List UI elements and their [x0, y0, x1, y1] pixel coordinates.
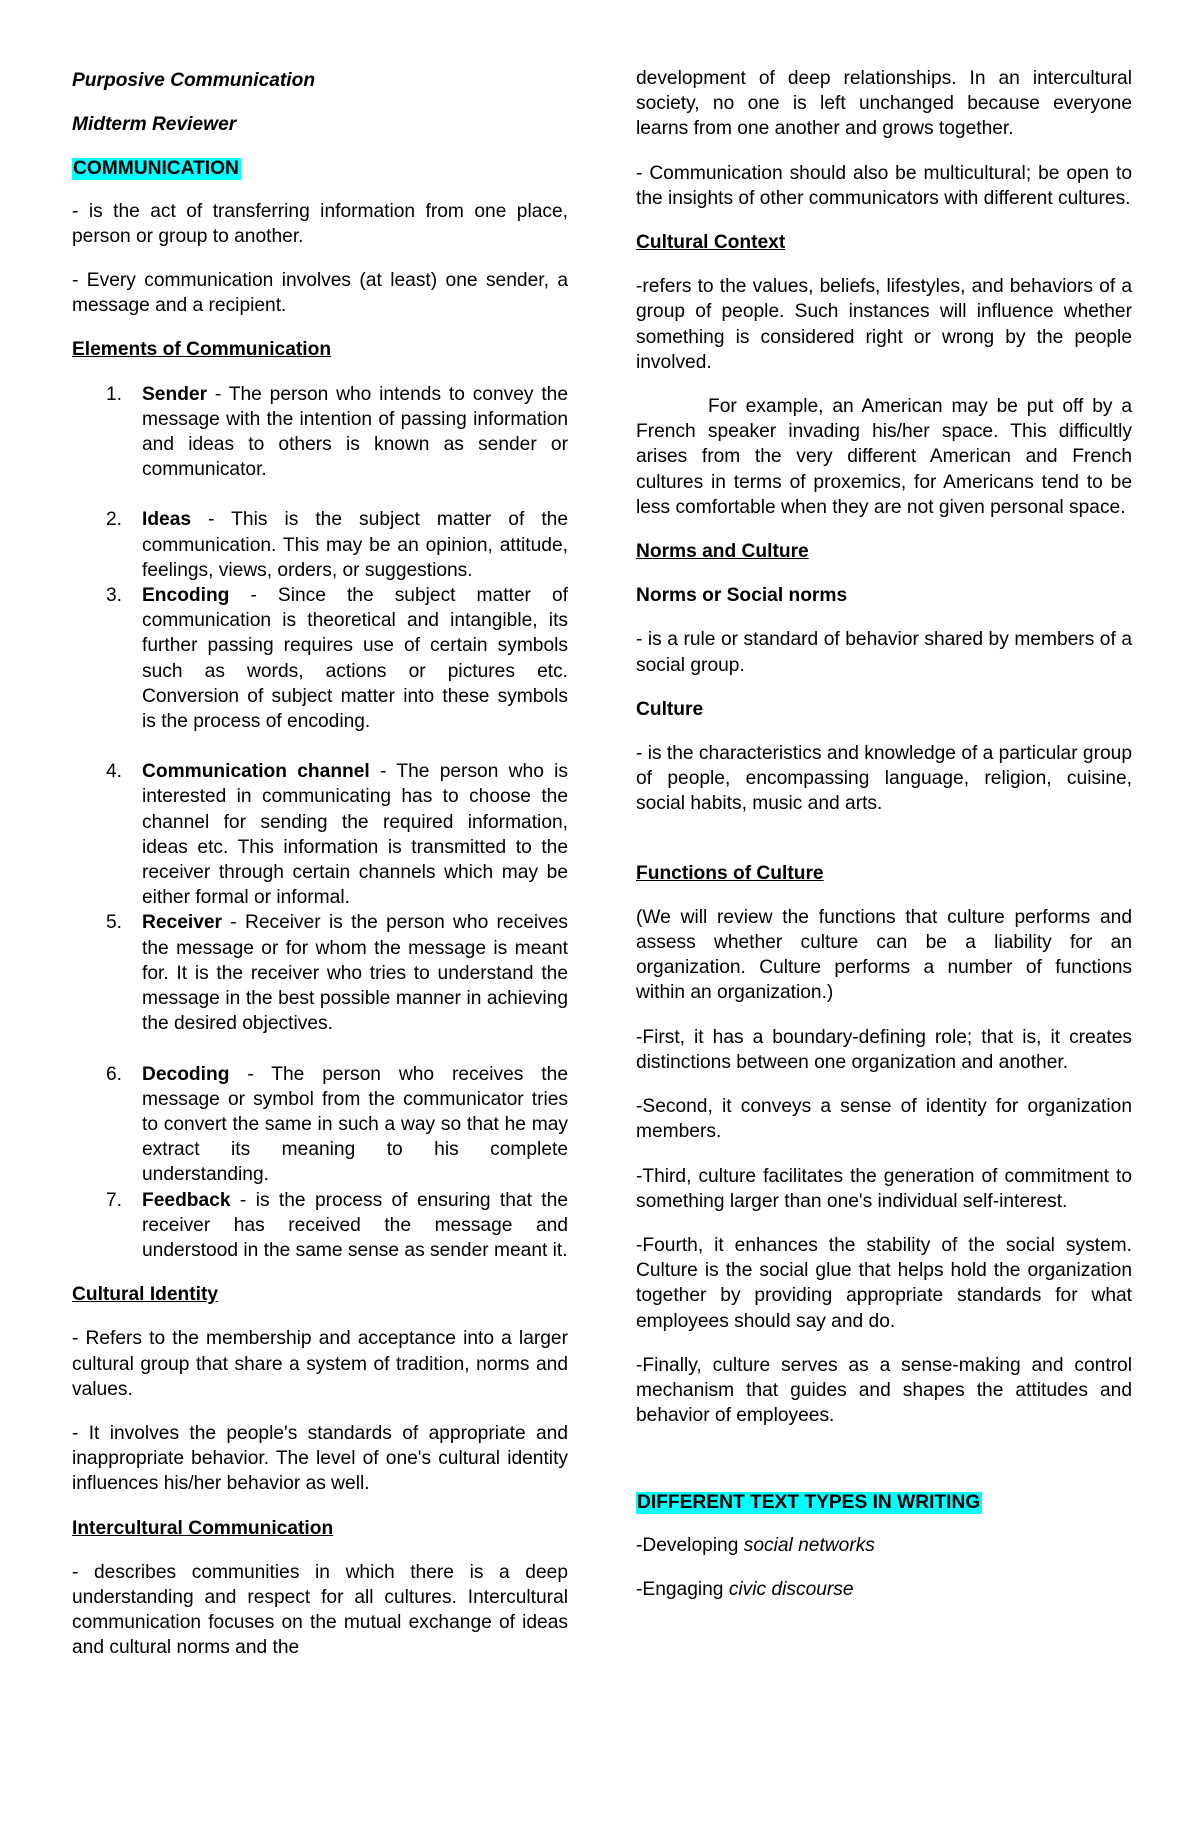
intercultural-p1-part2: development of deep relationships. In an intercultural society, no one is left unchanged because everyone learns from one another and grows together.: [636, 68, 1132, 140]
list-item-term: Sender: [142, 383, 208, 405]
list-item-text: - The person who intends to convey the message with the intention of passing information and ideas to others is known as sender or communicator.: [142, 383, 568, 481]
right-column: [636, 68, 1132, 1621]
text-types-heading: DIFFERENT TEXT TYPES IN WRITING: [637, 1492, 981, 1514]
list-item: 4. Communication channel - The person who is interested in communicating has to choose the channel for sending the required information, ideas etc. This information is transmitted to the receiver through certain channels which may be either formal or informal.: [106, 761, 569, 909]
cultural-context-p1: -refers to the values, beliefs, lifestyles, and behaviors of a group of people. Such instances will influence whether something is considered right or wrong by the people involved.: [636, 276, 1132, 373]
functions-item: -Second, it conveys a sense of identity for organization members.: [636, 1096, 1132, 1143]
intercultural-p2: - Communication should also be multicultural; be open to the insights of other communicators with different cultures.: [636, 162, 1132, 209]
elements-heading: Elements of Communication: [72, 339, 332, 361]
list-item-term: Feedback: [142, 1189, 231, 1211]
document-title: Purposive Communication: [72, 70, 316, 91]
functions-heading: Functions of Culture: [636, 862, 824, 884]
text-types-heading-wrap: [636, 1490, 1132, 1515]
culture-heading: Culture: [636, 698, 704, 720]
norms-definition: - is a rule or standard of behavior shared by members of a social group.: [636, 629, 1132, 676]
list-item: 5. Receiver - Receiver is the person who receives the message or for whom the message is meant for. It is the receiver who tries to understand the message in the best possible manner in achieving the desired objectives.: [106, 912, 568, 1035]
intercultural-heading: Intercultural Communication: [72, 1517, 334, 1539]
communication-elements-note: - Every communication involves (at least) one sender, a message and a recipient.: [72, 270, 568, 317]
norms-culture-heading: Norms and Culture: [636, 541, 809, 563]
list-item-text: - Receiver is the person who receives the message or for whom the message is meant for. It is the receiver who tries to understand the message in the best possible manner in achieving the desired objectives.: [142, 912, 568, 1035]
list-item-term: Receiver: [142, 912, 223, 934]
list-item-term: Encoding: [142, 585, 230, 607]
elements-list: [72, 382, 568, 1264]
list-item: 6. Decoding - The person who receives the message or symbol from the communicator tries to convert the same in such a way so that he may extract its meaning to his complete understanding.: [106, 1063, 568, 1186]
functions-intro: (We will review the functions that culture performs and assess whether culture can be a liability for an organization. Culture performs a number of functions within an organization.): [636, 906, 1132, 1004]
left-column: [72, 68, 568, 1680]
list-item: 1. Sender - The person who intends to convey the message with the intention of passing information and ideas to others is known as sender or communicator.: [106, 383, 568, 481]
functions-item: -First, it has a boundary-defining role; that is, it creates distinctions between one organization and another.: [636, 1026, 1132, 1073]
document-subtitle: Midterm Reviewer: [72, 114, 237, 136]
cultural-identity-p1: - Refers to the membership and acceptance into a larger cultural group that share a system of tradition, norms and values.: [72, 1328, 568, 1400]
communication-heading-wrap: [72, 156, 568, 181]
cultural-identity-p2: - It involves the people's standards of appropriate and inappropriate behavior. The level of one's cultural identity influences his/her behavior as well.: [72, 1422, 568, 1495]
intercultural-p1-part1: - describes communities in which there is a deep understanding and respect for all cultures. Intercultural communication focuses on the mutual exchange of ideas and cultural norms and the: [72, 1561, 568, 1659]
list-item-text: - The person who receives the message or symbol from the communicator tries to convert the same in such a way so that he may extract its meaning to his complete understanding.: [142, 1063, 568, 1186]
functions-item: -Fourth, it enhances the stability of the social system. Culture is the social glue that helps hold the organization together by providing appropriate standards for what employees should say and do.: [636, 1234, 1132, 1332]
culture-definition: - is the characteristics and knowledge of a particular group of people, encompassing language, religion, cuisine, social habits, music and arts.: [636, 743, 1132, 815]
cultural-identity-heading: Cultural Identity: [72, 1284, 219, 1306]
functions-item: -Finally, culture serves as a sense-making and control mechanism that guides and shapes the attitudes and behavior of employees.: [636, 1354, 1132, 1427]
list-item-term: Decoding: [142, 1063, 230, 1085]
list-item-text: - is the process of ensuring that the receiver has received the message and understood in the same sense as sender meant it.: [142, 1189, 568, 1261]
list-item-term: Communication channel: [142, 761, 370, 783]
text-type-item: -Developing social networks: [636, 1534, 875, 1556]
text-type-item: -Engaging civic discourse: [636, 1578, 854, 1600]
communication-definition: - is the act of transferring information from one place, person or group to another.: [72, 200, 568, 247]
list-item: 7. Feedback - is the process of ensuring that the receiver has received the message and understood in the same sense as sender meant it.: [106, 1189, 568, 1261]
list-item-text: - This is the subject matter of the communication. This may be an opinion, attitude, feelings, views, orders, or suggestions.: [142, 509, 568, 581]
list-item-text: - Since the subject matter of communication is theoretical and intangible, its further passing requires use of certain symbols such as words, actions or pictures etc. Conversion of subject matter into these symbols is the process of encoding.: [142, 585, 568, 733]
norms-heading: Norms or Social norms: [636, 585, 848, 607]
list-item-text: - The person who is interested in communicating has to choose the channel for sending the required information, ideas etc. This information is transmitted to the receiver through certain channels which may be either formal or informal.: [142, 761, 569, 909]
cultural-context-heading: Cultural Context: [636, 232, 786, 254]
communication-heading: COMMUNICATION: [73, 158, 239, 180]
list-item-term: Ideas: [142, 509, 192, 531]
list-item: 3. Encoding - Since the subject matter of communication is theoretical and intangible, its further passing requires use of certain symbols such as words, actions or pictures etc. Conversion of subject matter into these symbols is the process of encoding.: [106, 585, 568, 733]
cultural-context-p2: For example, an American may be put off by a French speaker invading his/her space. This difficultly arises from the very different American and French cultures in terms of proxemics, for Americans tend to be less comfortable when they are not given personal space.: [636, 396, 1132, 518]
functions-item: -Third, culture facilitates the generation of commitment to something larger than one's individual self-interest.: [636, 1165, 1132, 1212]
list-item: 2. Ideas - This is the subject matter of the communication. This may be an opinion, attitude, feelings, views, orders, or suggestions.: [106, 509, 568, 581]
